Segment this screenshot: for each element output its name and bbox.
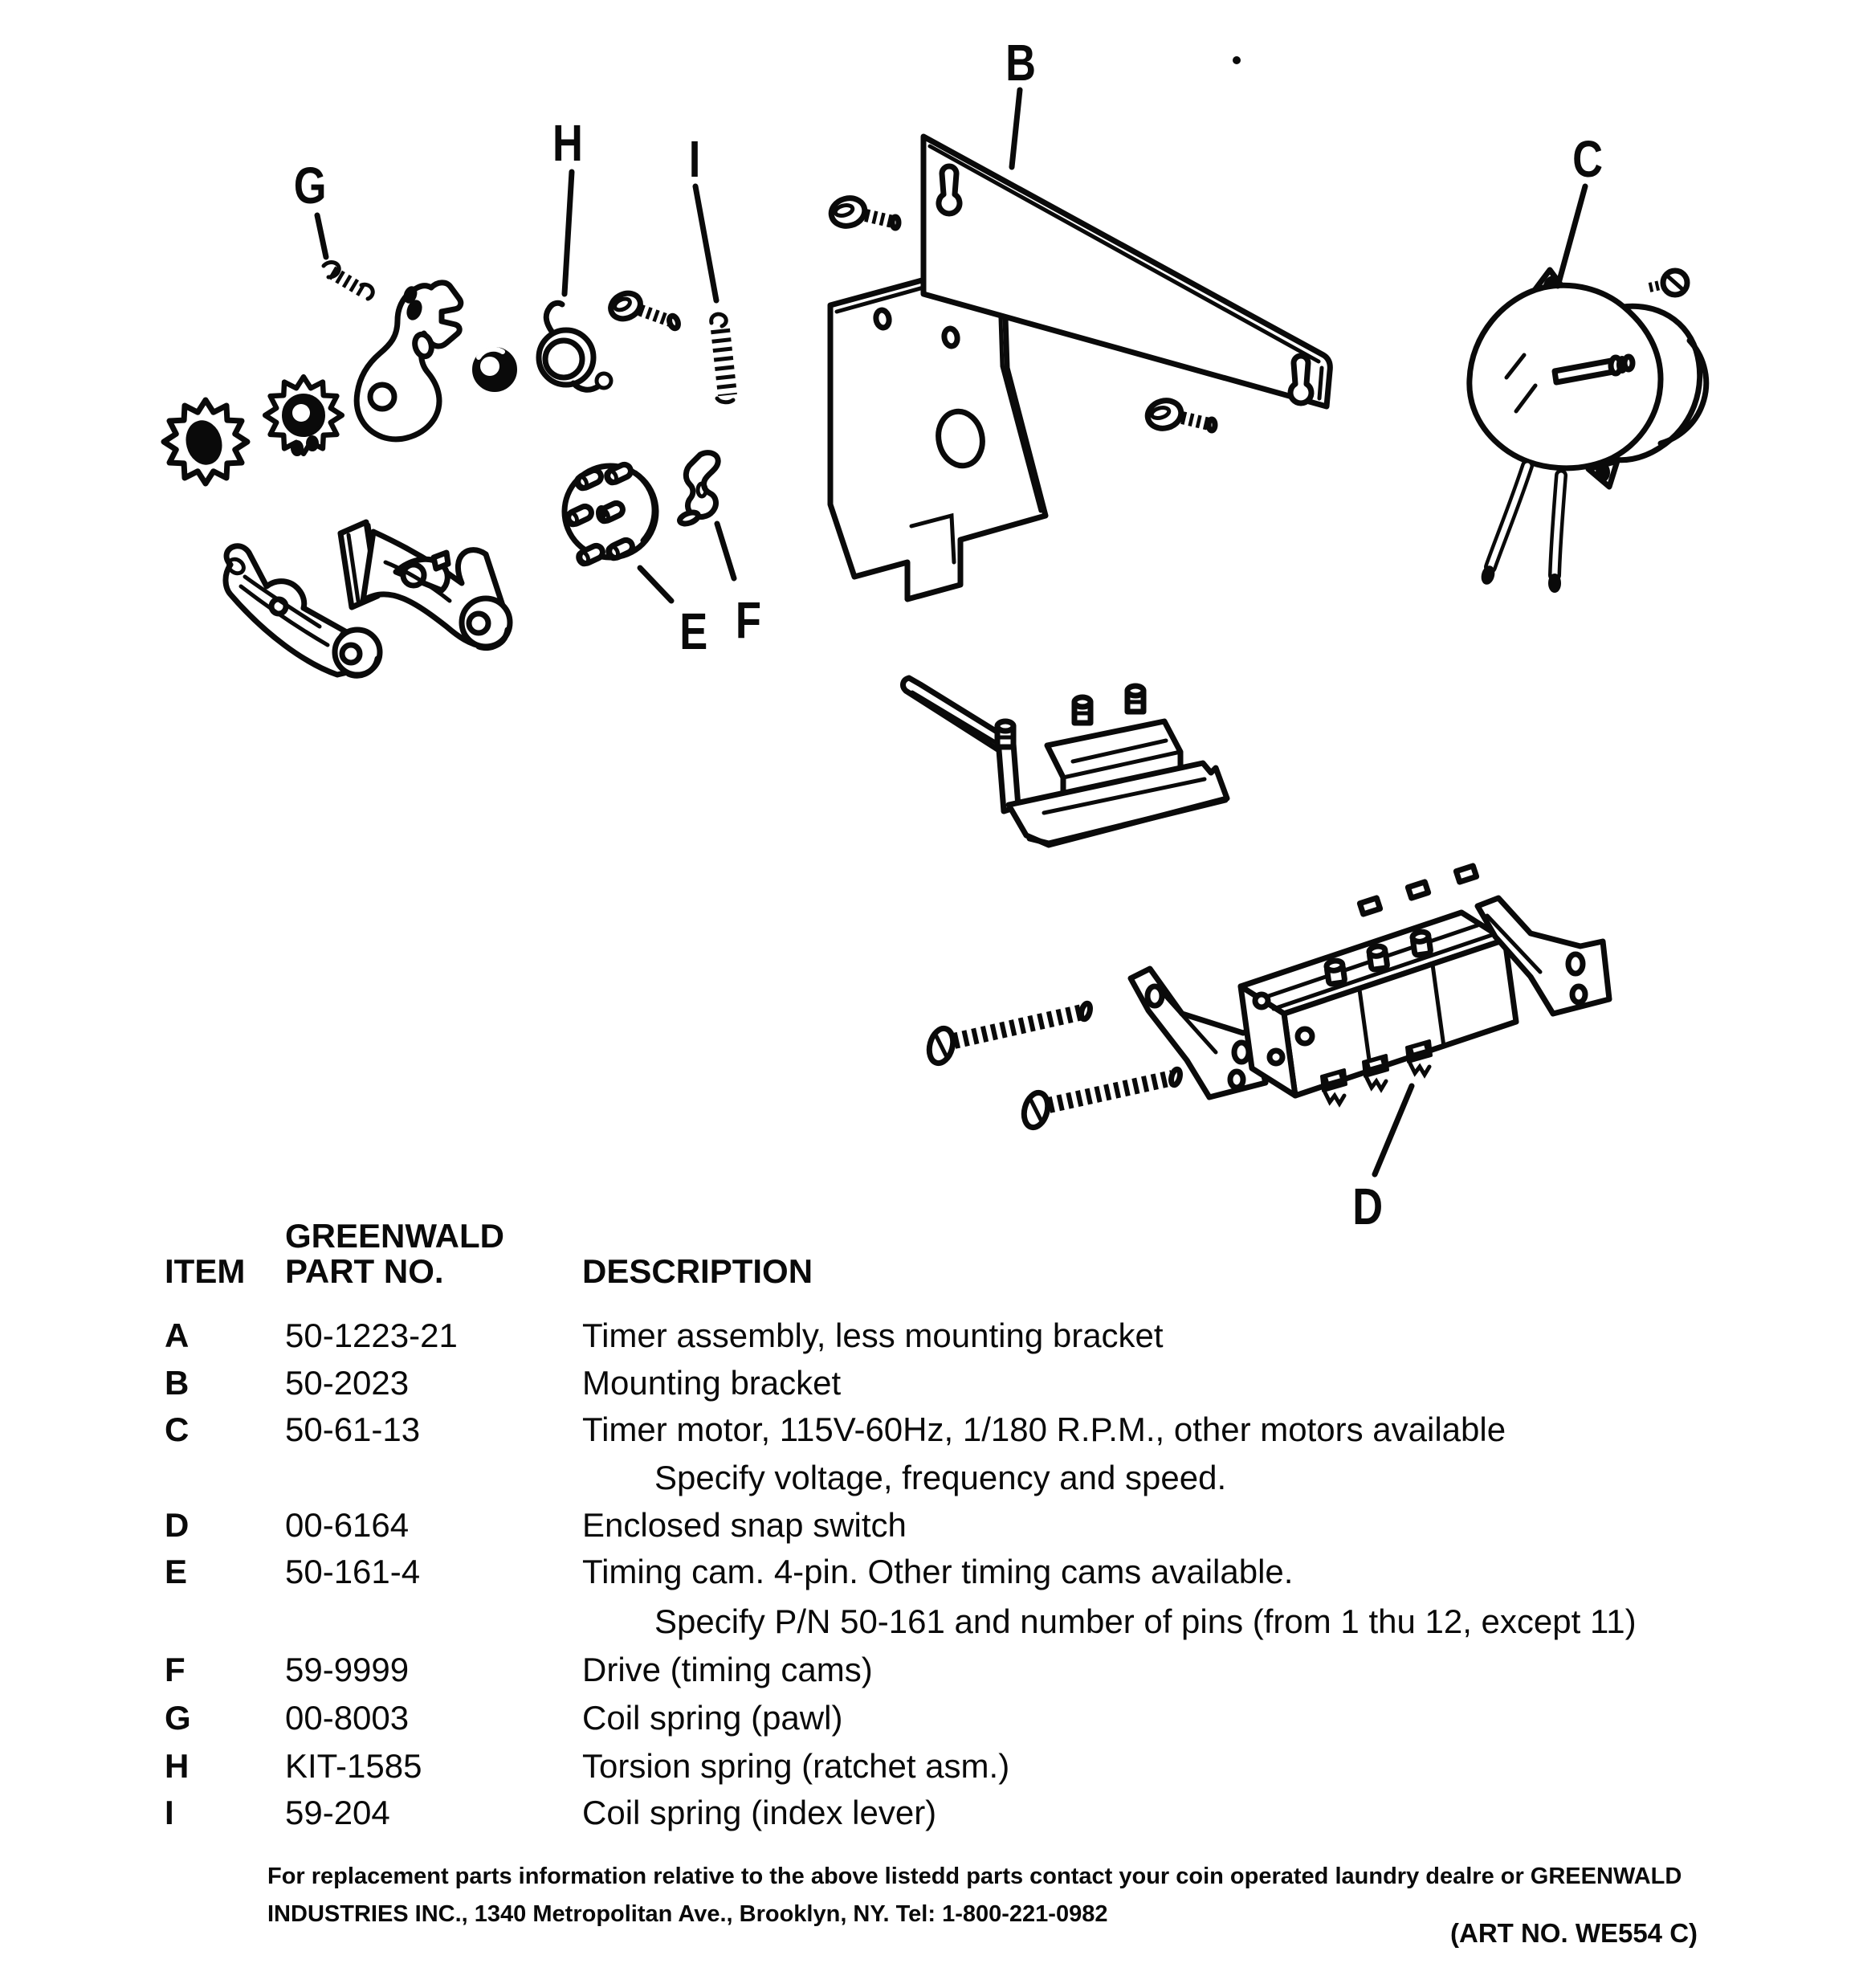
parts-row-D bbox=[0, 1508, 1863, 1549]
item-letter: E bbox=[165, 1553, 188, 1590]
part-number: 00-8003 bbox=[285, 1699, 410, 1737]
leader-H bbox=[565, 172, 572, 294]
part-note: Specify P/N 50-161 and number of pins (from 1 thu 12, except 11) bbox=[654, 1602, 1637, 1640]
part-label-C: C bbox=[1572, 131, 1604, 189]
part-description: Coil spring (index lever) bbox=[582, 1794, 937, 1831]
leader-I bbox=[695, 186, 716, 300]
stud bbox=[997, 721, 1013, 747]
part-label-I: I bbox=[688, 131, 701, 189]
timing-cam bbox=[565, 463, 656, 566]
table-header-row bbox=[0, 1252, 1863, 1295]
stud bbox=[1074, 697, 1090, 723]
parts-row-C-note bbox=[0, 1461, 1863, 1501]
switch-button bbox=[1326, 960, 1345, 985]
pawl-coil-spring bbox=[324, 263, 373, 299]
part-description: Drive (timing cams) bbox=[582, 1651, 873, 1688]
part-number: 50-61-13 bbox=[285, 1410, 421, 1448]
torsion-spring bbox=[539, 303, 611, 390]
part-label-H: H bbox=[552, 115, 583, 173]
part-number: 50-161-4 bbox=[285, 1553, 421, 1590]
keyhole-slot bbox=[939, 166, 960, 214]
part-description: Mounting bracket bbox=[582, 1364, 842, 1402]
stud bbox=[1127, 686, 1143, 712]
item-letter: F bbox=[165, 1651, 185, 1688]
switch-button bbox=[1368, 945, 1388, 970]
part-description: Enclosed snap switch bbox=[582, 1506, 907, 1544]
part-number: 59-204 bbox=[285, 1794, 390, 1831]
part-no-column-header: PART NO. bbox=[285, 1252, 444, 1290]
roller-bushing bbox=[474, 349, 516, 390]
part-number: KIT-1585 bbox=[285, 1747, 422, 1785]
timer-base-plate bbox=[903, 678, 1227, 845]
shoulder-screw bbox=[606, 288, 679, 329]
parts-row-E-note bbox=[0, 1602, 1863, 1645]
cam-drive-clip bbox=[679, 453, 719, 526]
ratchet-pawl-lever bbox=[357, 283, 461, 439]
bracket-screw-2 bbox=[1144, 397, 1215, 432]
item-letter: I bbox=[165, 1794, 174, 1831]
leader-G bbox=[317, 215, 326, 257]
parts-row-G bbox=[0, 1701, 1863, 1741]
part-description: Torsion spring (ratchet asm.) bbox=[582, 1747, 1010, 1785]
item-letter: G bbox=[165, 1699, 191, 1737]
brand-header: GREENWALD bbox=[285, 1217, 504, 1255]
part-number: 50-2023 bbox=[285, 1364, 410, 1402]
parts-row-B bbox=[0, 1366, 1863, 1406]
part-label-G: G bbox=[293, 157, 327, 215]
leader-B bbox=[1012, 90, 1020, 167]
keyhole-slot bbox=[1290, 356, 1311, 403]
switch-terminal bbox=[1407, 1041, 1431, 1075]
motor-wire bbox=[1482, 466, 1527, 584]
item-letter: C bbox=[165, 1410, 190, 1448]
part-description: Timing cam. 4-pin. Other timing cams available. bbox=[582, 1553, 1294, 1590]
motor-screw bbox=[1649, 271, 1687, 295]
mounting-bracket bbox=[830, 137, 1330, 599]
leader-F bbox=[717, 524, 734, 578]
index-lever-coil-spring bbox=[711, 314, 733, 402]
part-label-D: D bbox=[1352, 1178, 1384, 1236]
part-description: Timer assembly, less mounting bracket bbox=[582, 1316, 1164, 1354]
print-speck bbox=[1234, 58, 1239, 63]
item-letter: A bbox=[165, 1316, 190, 1354]
part-note: Specify voltage, frequency and speed. bbox=[654, 1459, 1227, 1496]
leader-C bbox=[1558, 186, 1585, 286]
parts-row-H bbox=[0, 1749, 1863, 1790]
part-description: Timer motor, 115V-60Hz, 1/180 R.P.M., other motors available bbox=[582, 1410, 1506, 1448]
leader-D bbox=[1375, 1086, 1412, 1174]
parts-row-E bbox=[0, 1555, 1863, 1595]
bracket-screw-1 bbox=[828, 194, 899, 230]
snap-switch-block bbox=[1241, 866, 1516, 1104]
parts-row-F bbox=[0, 1653, 1863, 1693]
timer-motor bbox=[1470, 270, 1706, 591]
leader-E bbox=[640, 568, 671, 601]
footer-line-1: For replacement parts information relative to the above listedd parts contact your coin operated laundry dealre or GREENWALD bbox=[267, 1863, 1682, 1889]
part-description: Coil spring (pawl) bbox=[582, 1699, 843, 1737]
part-number: 59-9999 bbox=[285, 1651, 410, 1688]
description-column-header: DESCRIPTION bbox=[582, 1252, 813, 1290]
part-number: 00-6164 bbox=[285, 1506, 410, 1544]
switch-screw-1 bbox=[926, 1002, 1092, 1066]
part-label-E: E bbox=[679, 603, 708, 661]
part-label-B: B bbox=[1005, 35, 1037, 92]
part-number: 50-1223-21 bbox=[285, 1316, 458, 1354]
motor-wire bbox=[1550, 476, 1561, 591]
parts-row-A bbox=[0, 1316, 1863, 1359]
item-letter: B bbox=[165, 1364, 190, 1402]
item-letter: H bbox=[165, 1747, 190, 1785]
switch-button bbox=[1412, 931, 1431, 956]
art-number: (ART NO. WE554 C) bbox=[1450, 1918, 1698, 1948]
table-header-brand bbox=[0, 1219, 1863, 1259]
item-column-header: ITEM bbox=[165, 1252, 246, 1290]
switch-screw-2 bbox=[1021, 1068, 1182, 1130]
part-label-F: F bbox=[735, 592, 761, 650]
footer-line-2: INDUSTRIES INC., 1340 Metropolitan Ave., Brooklyn, NY. Tel: 1-800-221-0982 bbox=[267, 1901, 1108, 1927]
parts-row-I bbox=[0, 1796, 1863, 1836]
switch-terminal bbox=[1322, 1070, 1346, 1104]
ratchet-sprocket-large bbox=[265, 377, 342, 455]
ratchet-sprocket-small bbox=[164, 400, 247, 484]
switch-terminal bbox=[1364, 1055, 1388, 1089]
item-letter: D bbox=[165, 1506, 190, 1544]
parts-row-C bbox=[0, 1410, 1863, 1453]
